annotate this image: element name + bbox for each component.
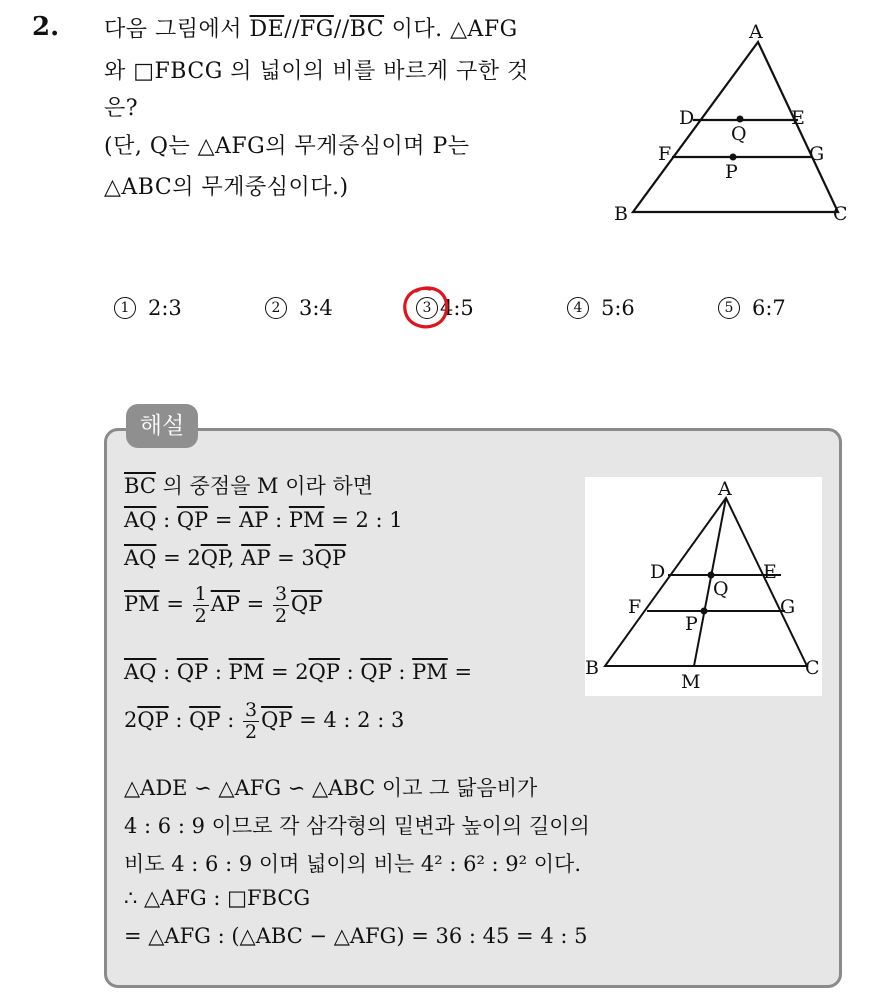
choice-text: 3:4 — [299, 296, 333, 320]
segment: $\overline{QP}$ — [261, 708, 293, 732]
label-d: D — [650, 561, 666, 583]
segment: $\overline{PM}$ — [124, 592, 160, 616]
solution-text: = — [239, 592, 271, 616]
solution-line-3 — [124, 546, 346, 570]
label-a: A — [749, 21, 763, 43]
label-b: B — [614, 203, 628, 225]
solution-text: : — [156, 508, 177, 532]
point-q — [737, 116, 744, 123]
choice-text: 6:7 — [752, 296, 786, 320]
label-f: F — [658, 143, 672, 165]
question-line-3: 은? — [104, 96, 139, 121]
question-line-1 — [104, 12, 518, 43]
solution-text: : — [208, 660, 229, 684]
solution-text: : — [339, 660, 361, 684]
segment: $\overline{PM}$ — [288, 508, 325, 532]
segment: $\overline{BC}$ — [124, 474, 156, 498]
fraction: $\frac{3}{2}$ — [274, 583, 288, 627]
solution-line-6 — [124, 700, 404, 743]
question-line-2: 와 □FBCG 의 넓이의 비를 바르게 구한 것 — [104, 59, 529, 84]
segment: $\overline{QP}$ — [200, 546, 228, 570]
solution-text: = 4 : 2 : 3 — [292, 708, 405, 732]
segment: $\overline{QP}$ — [308, 660, 340, 684]
segment-bc: $\overline{BC}$ — [349, 17, 385, 42]
label-d: D — [679, 107, 695, 129]
label-q: Q — [731, 123, 747, 145]
choice-number: 5 — [718, 297, 740, 319]
segment: $\overline{QP}$ — [314, 546, 347, 570]
choice-number: 3 — [416, 297, 438, 319]
label-f: F — [628, 596, 642, 618]
choice-5[interactable] — [718, 296, 786, 321]
segment: $\overline{QP}$ — [291, 592, 323, 616]
question-text: 다음 그림에서 — [104, 17, 250, 42]
solution-text: 2 — [124, 708, 138, 732]
solution-text: = 3 — [270, 546, 315, 570]
answer-mark-circle — [400, 283, 454, 333]
point-p — [701, 608, 708, 615]
solution-text: = 2 — [156, 546, 201, 570]
segment: $\overline{AP}$ — [239, 508, 269, 532]
segment: $\overline{AQ}$ — [124, 546, 157, 570]
choice-text: 2:3 — [148, 296, 182, 320]
solution-text: 의 중점을 M 이라 하면 — [155, 474, 374, 498]
label-c: C — [805, 657, 820, 679]
choice-number: 2 — [265, 297, 287, 319]
label-g: G — [809, 143, 825, 165]
label-e: E — [791, 107, 805, 129]
label-p: P — [685, 613, 698, 635]
solution-text: : — [220, 708, 241, 732]
solution-text: : — [391, 660, 413, 684]
label-q: Q — [713, 578, 729, 600]
question-number: 2. — [32, 12, 60, 42]
choice-number: 4 — [567, 297, 589, 319]
segment-de: $\overline{DE}$ — [249, 17, 285, 42]
point-p — [730, 154, 737, 161]
choice-4[interactable] — [567, 296, 635, 321]
segment: $\overline{AQ}$ — [124, 660, 157, 684]
parallel-sign: // — [284, 17, 301, 42]
solution-line-4 — [124, 584, 322, 627]
segment: $\overline{AP}$ — [241, 546, 271, 570]
solution-triangle-figure — [585, 477, 822, 696]
solution-text: = — [208, 508, 240, 532]
fraction: $\frac{1}{2}$ — [194, 583, 207, 627]
label-e: E — [763, 561, 777, 583]
choice-number: 1 — [114, 297, 136, 319]
solution-line-9: 비도 4 : 6 : 9 이며 넓이의 비는 4² : 6² : 9² 이다. — [124, 852, 581, 876]
parallel-sign: // — [333, 17, 350, 42]
solution-text: = 2 : 1 — [324, 508, 403, 532]
solution-line-8: 4 : 6 : 9 이므로 각 삼각형의 밑변과 높이의 길이의 — [124, 814, 590, 838]
solution-text: = — [447, 660, 473, 684]
solution-line-2 — [124, 508, 403, 532]
choice-2[interactable] — [265, 296, 333, 321]
label-b: B — [585, 657, 599, 679]
solution-text: : — [268, 508, 289, 532]
triangle-figure — [600, 20, 860, 235]
solution-tag: 해설 — [126, 404, 198, 448]
question-text: 이다. △AFG — [384, 17, 518, 42]
segment: $\overline{QP}$ — [176, 660, 209, 684]
label-c: C — [833, 203, 848, 225]
fraction: $\frac{3}{2}$ — [244, 699, 258, 743]
segment: $\overline{QP}$ — [137, 708, 169, 732]
solution-line-5 — [124, 660, 472, 684]
label-a: A — [718, 478, 732, 500]
solution-line-7: △ADE ∽ △AFG ∽ △ABC 이고 그 닮음비가 — [124, 776, 538, 800]
question-line-5: △ABC의 무게중심이다.) — [104, 175, 349, 200]
choice-text: 4:5 — [440, 296, 474, 320]
choice-text: 5:6 — [601, 296, 635, 320]
label-p: P — [725, 161, 738, 183]
segment: $\overline{QP}$ — [360, 660, 392, 684]
solution-line-1 — [124, 470, 373, 500]
segment: $\overline{AQ}$ — [124, 508, 157, 532]
solution-text: , — [227, 546, 242, 570]
label-m: M — [681, 671, 701, 693]
question-line-4: (단, Q는 △AFG의 무게중심이며 P는 — [104, 134, 470, 159]
choice-1[interactable] — [114, 296, 182, 321]
solution-line-10: ∴ △AFG : □FBCG — [124, 886, 311, 910]
solution-text: : — [156, 660, 177, 684]
segment: $\overline{PM}$ — [228, 660, 265, 684]
solution-line-11: = △AFG : (△ABC − △AFG) = 36 : 45 = 4 : 5 — [124, 924, 588, 948]
segment: $\overline{PM}$ — [412, 660, 448, 684]
solution-text: : — [168, 708, 190, 732]
solution-text: = — [159, 592, 191, 616]
segment: $\overline{QP}$ — [189, 708, 221, 732]
segment: $\overline{QP}$ — [176, 508, 209, 532]
segment-fg: $\overline{FG}$ — [300, 17, 334, 42]
label-g: G — [780, 596, 796, 618]
segment: $\overline{AP}$ — [210, 592, 240, 616]
solution-text: = 2 — [264, 660, 309, 684]
